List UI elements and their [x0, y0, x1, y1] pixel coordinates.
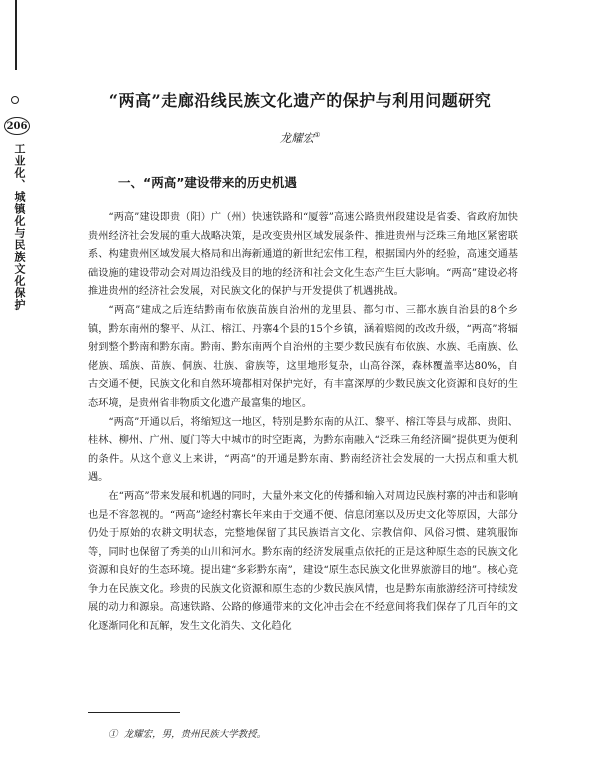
- body-text: [88, 209, 518, 637]
- running-title: 工业化、城镇化与民族文化保护: [13, 143, 26, 311]
- paragraph: “两高”建设即贵（阳）广（州）快速铁路和“厦蓉”高速公路贵州段建设是省委、省政府加快贵州经济社会发展的重大战略决策，是改变贵州区域发展条件、推进贵州与泛珠三角地区紧密联系、构建贵州区域发展大格局和出海新通道的新世纪宏伟工程，根据国内外的经验，高速交通基础设施的建设带动会对周边沿线及目的地的经济和社会文化生态产生巨大影响。“两高”建设必将推进贵州的经济社会发展，对民族文化的保护与开发提供了机遇挑战。: [88, 212, 518, 298]
- footnote-mark: ①: [108, 729, 118, 740]
- section-heading: 一、“两高”建设带来的历史机遇: [118, 175, 297, 190]
- paragraph: 在“两高”带来发展和机遇的同时，大量外来文化的传播和输入对周边民族村寨的冲击和影响也是不容忽视的。“两高”途经村寨长年来由于交通不便、信息闭塞以及历史文化等原因，大部分仍处于原始的农耕文明状态，完整地保留了其民族语言文化、宗教信仰、风俗习惯、建筑服饰等，同时也保留了秀美的山川和河水。黔东南的经济发展重点依托的正是这种原生态的民族文化资源和良好的生态环境。提出建“多彩黔东南”，建设“原生态民族文化世界旅游目的地”。核心竞争力在民族文化。珍贵的民族文化资源和原生态的少数民族风情，也是黔东南旅游经济可持续发展的动力和源泉。高速铁路、公路的修通带来的文化冲击会在不经意间将我们保存了几百年的文化逐渐同化和瓦解，发生文化消失、文化趋化: [88, 490, 518, 633]
- footnote-divider: [88, 712, 180, 713]
- author-name: 龙耀宏: [279, 131, 315, 145]
- footnote-text: 龙耀宏，男，贵州民族大学教授。: [123, 729, 267, 740]
- paragraph: “两高”开通以后，将缩短这一地区，特别是黔东南的从江、黎平、榕江等县与成都、贵阳、桂林、柳州、广州、厦门等大中城市的时空距离，为黔东南融入“泛珠三角经济圈”提供更为便利的条件。从这个意义上来讲，“两高”的开通是黔东南、黔南经济社会发展的一大拐点和重大机遇。: [88, 416, 518, 484]
- paragraph: “两高”建成之后连结黔南布依族苗族自治州的龙里县、都匀市、三都水族自治县的8个乡镇，黔东南州的黎平、从江、榕江、丹寨4个县的15个乡镇，涵着赔阅的改改升级，“两高”将辐射到整个黔南和黔东南。黔南、黔东南两个自治州的主要少数民族有布依族、水族、毛南族、仫佬族、瑶族、苗族、侗族、壮族、畲族等，这里地形复杂，山高谷深，森林覆盖率达80%，自古交通不便，民族文化和自然环境都相对保护完好，有丰富深厚的少数民族文化资源和良好的生态环境，是贵州省非物质文化遗产最富集的地区。: [88, 304, 518, 409]
- page-number: 206: [4, 117, 30, 135]
- paper-title: “两高”走廊沿线民族文化遗产的保护与利用问题研究: [108, 91, 492, 110]
- author-note-mark: ①: [314, 131, 321, 140]
- footnote: [108, 726, 266, 740]
- margin-rule: [15, 0, 17, 70]
- author-line: [0, 130, 600, 146]
